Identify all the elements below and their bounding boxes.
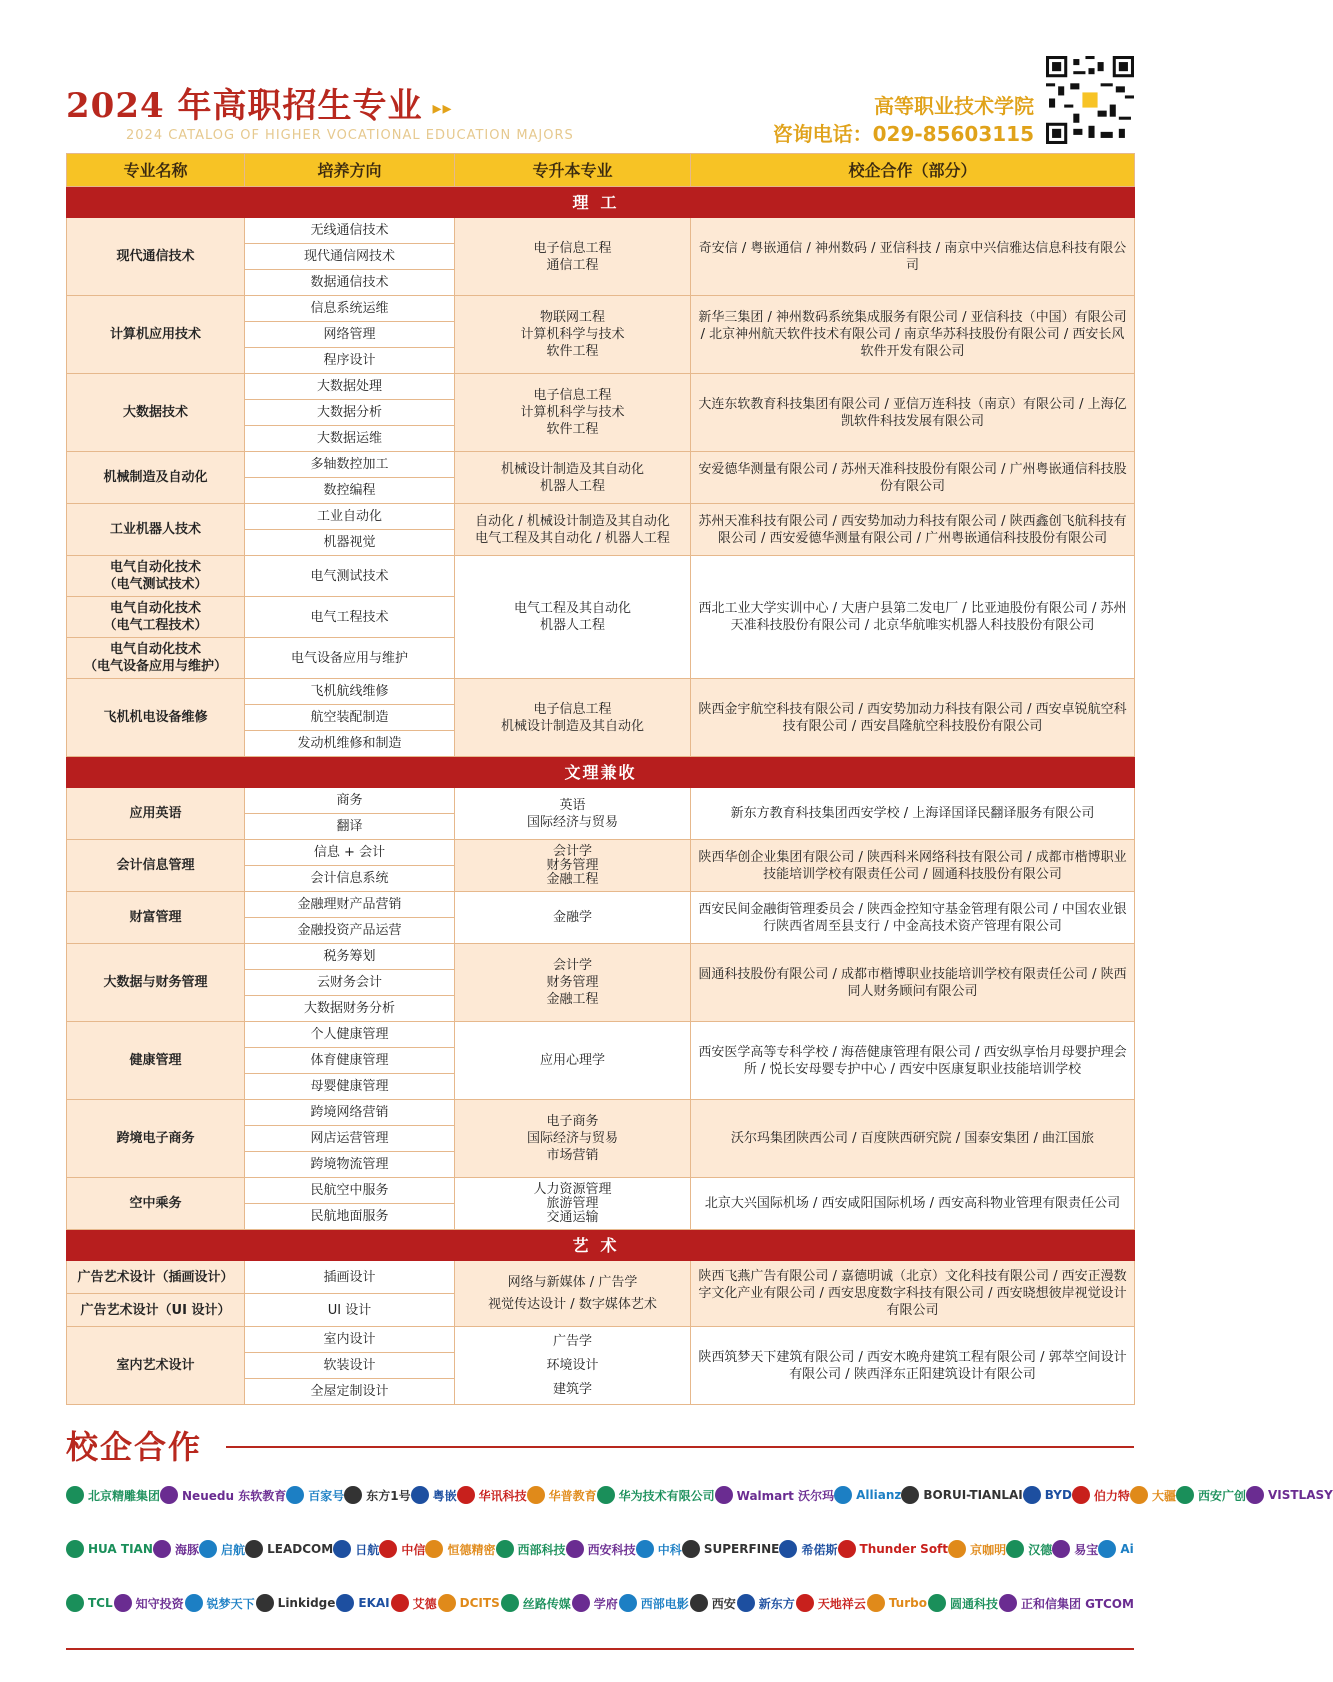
logo-mark-icon: [286, 1486, 304, 1504]
logo-mark-icon: [1006, 1540, 1024, 1558]
logo-text: 易宝: [1074, 1542, 1099, 1557]
logo-mark-icon: [597, 1486, 615, 1504]
direction-item: 机器视觉: [245, 530, 455, 556]
major-name: 电气自动化技术 （电气测试技术）: [67, 556, 245, 597]
partner-logo: [1052, 1540, 1098, 1558]
upgrade-majors: 自动化 / 机械设计制造及其自动化 电气工程及其自动化 / 机器人工程: [455, 504, 691, 556]
direction-item: 体育健康管理: [245, 1048, 455, 1074]
direction-item: 数据通信技术: [245, 270, 455, 296]
col-header-major: 专业名称: [67, 154, 245, 187]
logo-text: 西安: [711, 1596, 736, 1611]
direction-item: 室内设计: [245, 1327, 455, 1353]
table-row: [67, 1178, 1135, 1204]
partner-logo: [1098, 1540, 1133, 1558]
upgrade-majors: 电子信息工程 机械设计制造及其自动化: [455, 679, 691, 757]
logo-mark-icon: [438, 1594, 456, 1612]
direction-item: 民航地面服务: [245, 1204, 455, 1230]
direction-item: 信息系统运维: [245, 296, 455, 322]
direction-item: 民航空中服务: [245, 1178, 455, 1204]
direction-item: 金融投资产品运营: [245, 918, 455, 944]
major-name: 飞机机电设备维修: [67, 679, 245, 757]
partner-logo: [114, 1594, 184, 1612]
cooperation-partners: 苏州天准科技有限公司 / 西安势加动力科技有限公司 / 陕西鑫创飞航科技有限公司 / 西安爱德华测量有限公司 / 广州粤嵌通信科技股份有限公司: [691, 504, 1135, 556]
cooperation-partners: 西安医学高等专科学校 / 海蓓健康管理有限公司 / 西安纵享怡月母婴护理会所 / 悦长安母婴专护中心 / 西安中医康复职业技能培训学校: [691, 1022, 1135, 1100]
direction-item: 网店运营管理: [245, 1126, 455, 1152]
partner-logo: [690, 1594, 736, 1612]
table-row: [67, 452, 1135, 478]
partner-logo: [333, 1540, 379, 1558]
partner-logo: [501, 1594, 571, 1612]
logo-mark-icon: [901, 1486, 919, 1504]
direction-item: 飞机航线维修: [245, 679, 455, 705]
logo-text: 伯力特: [1093, 1488, 1130, 1503]
table-row: [67, 679, 1135, 705]
partner-logo: [715, 1486, 834, 1504]
partner-logo: [66, 1594, 113, 1612]
partner-logo: [838, 1540, 948, 1558]
table-row: [67, 1327, 1135, 1353]
partner-logo: [834, 1486, 901, 1504]
logo-text: EKAI: [358, 1596, 390, 1610]
logo-text: 华讯科技: [478, 1488, 527, 1503]
divider: [66, 1648, 1134, 1650]
logo-text: 西安广创: [1197, 1488, 1246, 1503]
partner-logo: [379, 1540, 425, 1558]
logo-text: 百家号: [308, 1488, 345, 1503]
logo-mark-icon: [1176, 1486, 1194, 1504]
logo-text: TCL: [88, 1596, 113, 1610]
partner-logo: [636, 1540, 682, 1558]
major-name: 财富管理: [67, 892, 245, 944]
cooperation-partners: 大连东软教育科技集团有限公司 / 亚信万连科技（南京）有限公司 / 上海亿凯软件科技发展有限公司: [691, 374, 1135, 452]
cooperation-partners: 陕西筑梦天下建筑有限公司 / 西安木晚舟建筑工程有限公司 / 郭萃空间设计有限公司 / 陕西泽东正阳建筑设计有限公司: [691, 1327, 1135, 1405]
partner-logo: [336, 1594, 389, 1612]
direction-item: 电气设备应用与维护: [245, 638, 455, 679]
logo-mark-icon: [928, 1594, 946, 1612]
direction-item: 航空装配制造: [245, 705, 455, 731]
logo-mark-icon: [185, 1594, 203, 1612]
direction-item: 软装设计: [245, 1353, 455, 1379]
major-name: 跨境电子商务: [67, 1100, 245, 1178]
category-row-liberal: [67, 757, 1135, 788]
cooperation-partners: 新东方教育科技集团西安学校 / 上海译国译民翻译服务有限公司: [691, 788, 1135, 840]
logo-mark-icon: [425, 1540, 443, 1558]
category-label: 理工: [67, 187, 1135, 218]
direction-item: 工业自动化: [245, 504, 455, 530]
page-subtitle: 2024 CATALOG OF HIGHER VOCATIONAL EDUCATION MAJORS: [126, 128, 574, 143]
cooperation-partners: 新华三集团 / 神州数码系统集成服务有限公司 / 亚信科技（中国）有限公司 / 北京神州航天软件技术有限公司 / 南京华苏科技股份有限公司 / 西安长风软件开发有限公司: [691, 296, 1135, 374]
upgrade-majors: 金融学: [455, 892, 691, 944]
logo-text: Allianz: [856, 1488, 902, 1502]
partner-logo: [779, 1540, 837, 1558]
category-label: 艺术: [67, 1230, 1135, 1261]
upgrade-majors: 网络与新媒体 / 广告学 视觉传达设计 / 数字媒体艺术: [455, 1261, 691, 1327]
page-header: [66, 60, 1134, 150]
logo-mark-icon: [682, 1540, 700, 1558]
major-name: 空中乘务: [67, 1178, 245, 1230]
logo-text: 粤嵌: [432, 1488, 457, 1503]
logo-text: 汉德: [1028, 1542, 1053, 1557]
logo-mark-icon: [336, 1594, 354, 1612]
major-name: 电气自动化技术 （电气工程技术）: [67, 597, 245, 638]
direction-item: 数控编程: [245, 478, 455, 504]
logo-text: BORUI-TIANLAI: [923, 1488, 1023, 1502]
logo-mark-icon: [66, 1540, 84, 1558]
logo-text: HUA TIAN: [88, 1542, 153, 1556]
partner-logo: [572, 1594, 618, 1612]
col-header-cooperation: 校企合作（部分）: [691, 154, 1135, 187]
logo-text: DCITS: [459, 1596, 500, 1610]
partner-logo: [391, 1594, 437, 1612]
partner-logos: [66, 1468, 1333, 1630]
logo-mark-icon: [779, 1540, 797, 1558]
logo-text: 日航: [355, 1542, 380, 1557]
cooperation-partners: 陕西华创企业集团有限公司 / 陕西科米网络科技有限公司 / 成都市楷博职业技能培训学校有限责任公司 / 圆通科技股份有限公司: [691, 840, 1135, 892]
direction-item: 跨境物流管理: [245, 1152, 455, 1178]
logo-row: [66, 1576, 1134, 1630]
major-name: 计算机应用技术: [67, 296, 245, 374]
logo-text: VISTLASY: [1267, 1488, 1333, 1502]
direction-item: 全屋定制设计: [245, 1379, 455, 1405]
logo-mark-icon: [501, 1594, 519, 1612]
partner-logo: [153, 1540, 199, 1558]
logo-mark-icon: [566, 1540, 584, 1558]
col-header-direction: 培养方向: [245, 154, 455, 187]
logo-text: LEADCOM: [267, 1542, 334, 1556]
partner-logo: [245, 1540, 333, 1558]
logo-text: 海豚: [174, 1542, 199, 1557]
partner-logo: [1072, 1486, 1130, 1504]
cooperation-partners: 西安民间金融街管理委员会 / 陕西金控知守基金管理有限公司 / 中国农业银行陕西省周至县支行 / 中金高技术资产管理有限公司: [691, 892, 1135, 944]
partner-logo: [619, 1594, 689, 1612]
upgrade-majors: 应用心理学: [455, 1022, 691, 1100]
direction-item: 程序设计: [245, 348, 455, 374]
logo-mark-icon: [636, 1540, 654, 1558]
logo-mark-icon: [999, 1594, 1017, 1612]
direction-item: 大数据处理: [245, 374, 455, 400]
logo-row: [66, 1468, 1333, 1522]
logo-text: 中信: [401, 1542, 426, 1557]
upgrade-majors: 会计学 财务管理 金融工程: [455, 840, 691, 892]
direction-item: 发动机维修和制造: [245, 731, 455, 757]
table-row: [67, 788, 1135, 814]
logo-text: 恒德精密: [447, 1542, 496, 1557]
logo-mark-icon: [457, 1486, 475, 1504]
logo-text: 京咖明: [970, 1542, 1007, 1557]
partner-logo: [597, 1486, 715, 1504]
major-name: 广告艺术设计（UI 设计）: [67, 1294, 245, 1327]
table-row: [67, 374, 1135, 400]
qr-code-icon: [1046, 56, 1134, 144]
logo-text: 华为技术有限公司: [618, 1488, 715, 1503]
upgrade-majors: 电子信息工程 计算机科学与技术 软件工程: [455, 374, 691, 452]
logo-mark-icon: [66, 1594, 84, 1612]
contact-phone: 咨询电话：029-85603115: [772, 122, 1034, 146]
logo-text: 艾德: [412, 1596, 437, 1611]
logo-text: 西部科技: [517, 1542, 566, 1557]
partner-logo: [566, 1540, 636, 1558]
divider: [226, 1446, 1134, 1448]
cooperation-partners: 陕西飞燕广告有限公司 / 嘉德明诚（北京）文化科技有限公司 / 西安正漫数字文化产业有限公司 / 西安思度数字科技有限公司 / 西安晓想彼岸视觉设计有限公司: [691, 1261, 1135, 1327]
table-row: [67, 296, 1135, 322]
partner-logo: [1023, 1486, 1072, 1504]
table-row: [67, 944, 1135, 970]
direction-item: 个人健康管理: [245, 1022, 455, 1048]
logo-text: 正和信集团 GTCOM: [1021, 1596, 1134, 1611]
upgrade-majors: 英语 国际经济与贸易: [455, 788, 691, 840]
direction-item: 大数据分析: [245, 400, 455, 426]
major-name: 大数据技术: [67, 374, 245, 452]
partner-logo: [1176, 1486, 1246, 1504]
logo-mark-icon: [153, 1540, 171, 1558]
direction-item: 电气测试技术: [245, 556, 455, 597]
logo-mark-icon: [1130, 1486, 1148, 1504]
logo-text: Walmart 沃尔玛: [736, 1488, 835, 1503]
logo-mark-icon: [838, 1540, 856, 1558]
cooperation-partners: 奇安信 / 粤嵌通信 / 神州数码 / 亚信科技 / 南京中兴信雅达信息科技有限公司: [691, 218, 1135, 296]
logo-text: 学府: [593, 1596, 618, 1611]
logo-text: 西安科技: [587, 1542, 636, 1557]
logo-mark-icon: [737, 1594, 755, 1612]
logo-mark-icon: [199, 1540, 217, 1558]
table-row: [67, 218, 1135, 244]
direction-item: 商务: [245, 788, 455, 814]
logo-mark-icon: [619, 1594, 637, 1612]
major-name: 应用英语: [67, 788, 245, 840]
logo-text: 圆通科技: [949, 1596, 998, 1611]
partner-logo: [199, 1540, 245, 1558]
partner-logo: [457, 1486, 527, 1504]
cooperation-partners: 北京大兴国际机场 / 西安咸阳国际机场 / 西安高科物业管理有限责任公司: [691, 1178, 1135, 1230]
logo-text: 天地祥云: [817, 1596, 866, 1611]
upgrade-majors: 电子信息工程 通信工程: [455, 218, 691, 296]
direction-item: 现代通信网技术: [245, 244, 455, 270]
logo-text: Turbo: [888, 1596, 927, 1610]
upgrade-majors: 物联网工程 计算机科学与技术 软件工程: [455, 296, 691, 374]
direction-item: 信息 + 会计: [245, 840, 455, 866]
logo-mark-icon: [572, 1594, 590, 1612]
partner-logo: [527, 1486, 597, 1504]
direction-item: UI 设计: [245, 1294, 455, 1327]
major-name: 机械制造及自动化: [67, 452, 245, 504]
table-row: [67, 892, 1135, 918]
logo-text: 西部电影: [640, 1596, 689, 1611]
partner-logo: [948, 1540, 1006, 1558]
logo-mark-icon: [114, 1594, 132, 1612]
logo-text: 新东方: [758, 1596, 795, 1611]
direction-item: 无线通信技术: [245, 218, 455, 244]
logo-text: 华普教育: [548, 1488, 597, 1503]
logo-text: 东方1号: [366, 1488, 411, 1503]
major-name: 工业机器人技术: [67, 504, 245, 556]
major-name: 会计信息管理: [67, 840, 245, 892]
logo-mark-icon: [496, 1540, 514, 1558]
logo-mark-icon: [1052, 1540, 1070, 1558]
upgrade-majors: 会计学 财务管理 金融工程: [455, 944, 691, 1022]
logo-mark-icon: [344, 1486, 362, 1504]
direction-item: 大数据财务分析: [245, 996, 455, 1022]
school-name: 高等职业技术学院: [874, 94, 1034, 118]
major-name: 室内艺术设计: [67, 1327, 245, 1405]
partner-logo: [425, 1540, 495, 1558]
direction-item: 电气工程技术: [245, 597, 455, 638]
partner-logo: [438, 1594, 500, 1612]
partner-logo: [1246, 1486, 1333, 1504]
partner-logo: [901, 1486, 1022, 1504]
logo-text: 丝路传媒: [522, 1596, 571, 1611]
partner-logo: [66, 1486, 160, 1504]
logo-text: 启航: [221, 1542, 246, 1557]
partner-logo: [185, 1594, 255, 1612]
logo-mark-icon: [690, 1594, 708, 1612]
direction-item: 跨境网络营销: [245, 1100, 455, 1126]
logo-text: 锐梦天下: [206, 1596, 255, 1611]
logo-mark-icon: [256, 1594, 274, 1612]
major-name: 大数据与财务管理: [67, 944, 245, 1022]
logo-mark-icon: [333, 1540, 351, 1558]
cooperation-partners: 圆通科技股份有限公司 / 成都市楷博职业技能培训学校有限责任公司 / 陕西同人财务顾问有限公司: [691, 944, 1135, 1022]
logo-text: 大疆: [1151, 1488, 1176, 1503]
major-name: 现代通信技术: [67, 218, 245, 296]
major-name: 健康管理: [67, 1022, 245, 1100]
upgrade-majors: 机械设计制造及其自动化 机器人工程: [455, 452, 691, 504]
logo-text: 希偌斯: [801, 1542, 838, 1557]
logo-mark-icon: [867, 1594, 885, 1612]
logo-text: Linkidge: [277, 1596, 336, 1610]
cooperation-partners: 陕西金宇航空科技有限公司 / 西安势加动力科技有限公司 / 西安卓锐航空科技有限公司 / 西安昌隆航空科技股份有限公司: [691, 679, 1135, 757]
logo-mark-icon: [379, 1540, 397, 1558]
direction-item: 多轴数控加工: [245, 452, 455, 478]
direction-item: 母婴健康管理: [245, 1074, 455, 1100]
direction-item: 插画设计: [245, 1261, 455, 1294]
logo-text: BYD: [1044, 1488, 1072, 1502]
direction-item: 云财务会计: [245, 970, 455, 996]
partner-logo: [66, 1540, 153, 1558]
logo-mark-icon: [527, 1486, 545, 1504]
major-name: 电气自动化技术 （电气设备应用与维护）: [67, 638, 245, 679]
table-row: [67, 840, 1135, 866]
cooperation-partners: 沃尔玛集团陕西公司 / 百度陕西研究院 / 国泰安集团 / 曲江国旅: [691, 1100, 1135, 1178]
cooperation-partners: 西北工业大学实训中心 / 大唐户县第二发电厂 / 比亚迪股份有限公司 / 苏州天准科技股份有限公司 / 北京华航唯实机器人科技股份有限公司: [691, 556, 1135, 679]
category-label: 文理兼收: [67, 757, 1135, 788]
partner-logo: [496, 1540, 566, 1558]
upgrade-majors: 人力资源管理 旅游管理 交通运输: [455, 1178, 691, 1230]
partner-logo: [796, 1594, 866, 1612]
partner-logo: [256, 1594, 336, 1612]
partner-logo: [867, 1594, 927, 1612]
logo-mark-icon: [834, 1486, 852, 1504]
logo-text: 中科: [657, 1542, 682, 1557]
logo-text: Neuedu 东软教育: [182, 1488, 287, 1503]
table-row: [67, 1261, 1135, 1294]
logo-mark-icon: [1072, 1486, 1090, 1504]
logo-mark-icon: [948, 1540, 966, 1558]
upgrade-majors: 电气工程及其自动化 机器人工程: [455, 556, 691, 679]
col-header-upgrade: 专升本专业: [455, 154, 691, 187]
direction-item: 税务筹划: [245, 944, 455, 970]
logo-row: [66, 1522, 1134, 1576]
logo-text: Ai: [1120, 1542, 1134, 1556]
page-title: 2024 年高职招生专业 ▸▸: [66, 86, 453, 126]
logo-text: SUPERFINE: [703, 1542, 780, 1556]
partner-logo: [344, 1486, 410, 1504]
table-row: [67, 504, 1135, 530]
direction-item: 金融理财产品营销: [245, 892, 455, 918]
table-row: [67, 1100, 1135, 1126]
partner-logo: [737, 1594, 795, 1612]
logo-text: 知守投资: [135, 1596, 184, 1611]
cooperation-section-title: 校企合作: [66, 1428, 203, 1466]
logo-text: Thunder Soft: [859, 1542, 949, 1556]
major-name: 广告艺术设计（插画设计）: [67, 1261, 245, 1294]
logo-mark-icon: [715, 1486, 733, 1504]
category-row-science: [67, 187, 1135, 218]
logo-mark-icon: [796, 1594, 814, 1612]
logo-mark-icon: [1246, 1486, 1264, 1504]
majors-table: [66, 153, 1135, 1405]
partner-logo: [999, 1594, 1134, 1612]
cooperation-partners: 安爱德华测量有限公司 / 苏州天准科技股份有限公司 / 广州粤嵌通信科技股份有限公司: [691, 452, 1135, 504]
direction-item: 大数据运维: [245, 426, 455, 452]
direction-item: 会计信息系统: [245, 866, 455, 892]
partner-logo: [286, 1486, 344, 1504]
direction-item: 网络管理: [245, 322, 455, 348]
logo-mark-icon: [411, 1486, 429, 1504]
partner-logo: [928, 1594, 998, 1612]
logo-mark-icon: [1098, 1540, 1116, 1558]
partner-logo: [411, 1486, 457, 1504]
logo-mark-icon: [160, 1486, 178, 1504]
partner-logo: [1006, 1540, 1052, 1558]
table-header-row: [67, 154, 1135, 187]
upgrade-majors: 电子商务 国际经济与贸易 市场营销: [455, 1100, 691, 1178]
partner-logo: [160, 1486, 286, 1504]
upgrade-majors: 广告学 环境设计 建筑学: [455, 1327, 691, 1405]
logo-mark-icon: [66, 1486, 84, 1504]
partner-logo: [682, 1540, 780, 1558]
logo-mark-icon: [1023, 1486, 1041, 1504]
direction-item: 翻译: [245, 814, 455, 840]
table-row: [67, 556, 1135, 597]
logo-mark-icon: [245, 1540, 263, 1558]
logo-text: 北京精雕集团: [88, 1488, 161, 1503]
table-row: [67, 1022, 1135, 1048]
double-arrow-icon: ▸▸: [432, 97, 453, 119]
logo-mark-icon: [391, 1594, 409, 1612]
category-row-art: [67, 1230, 1135, 1261]
partner-logo: [1130, 1486, 1176, 1504]
